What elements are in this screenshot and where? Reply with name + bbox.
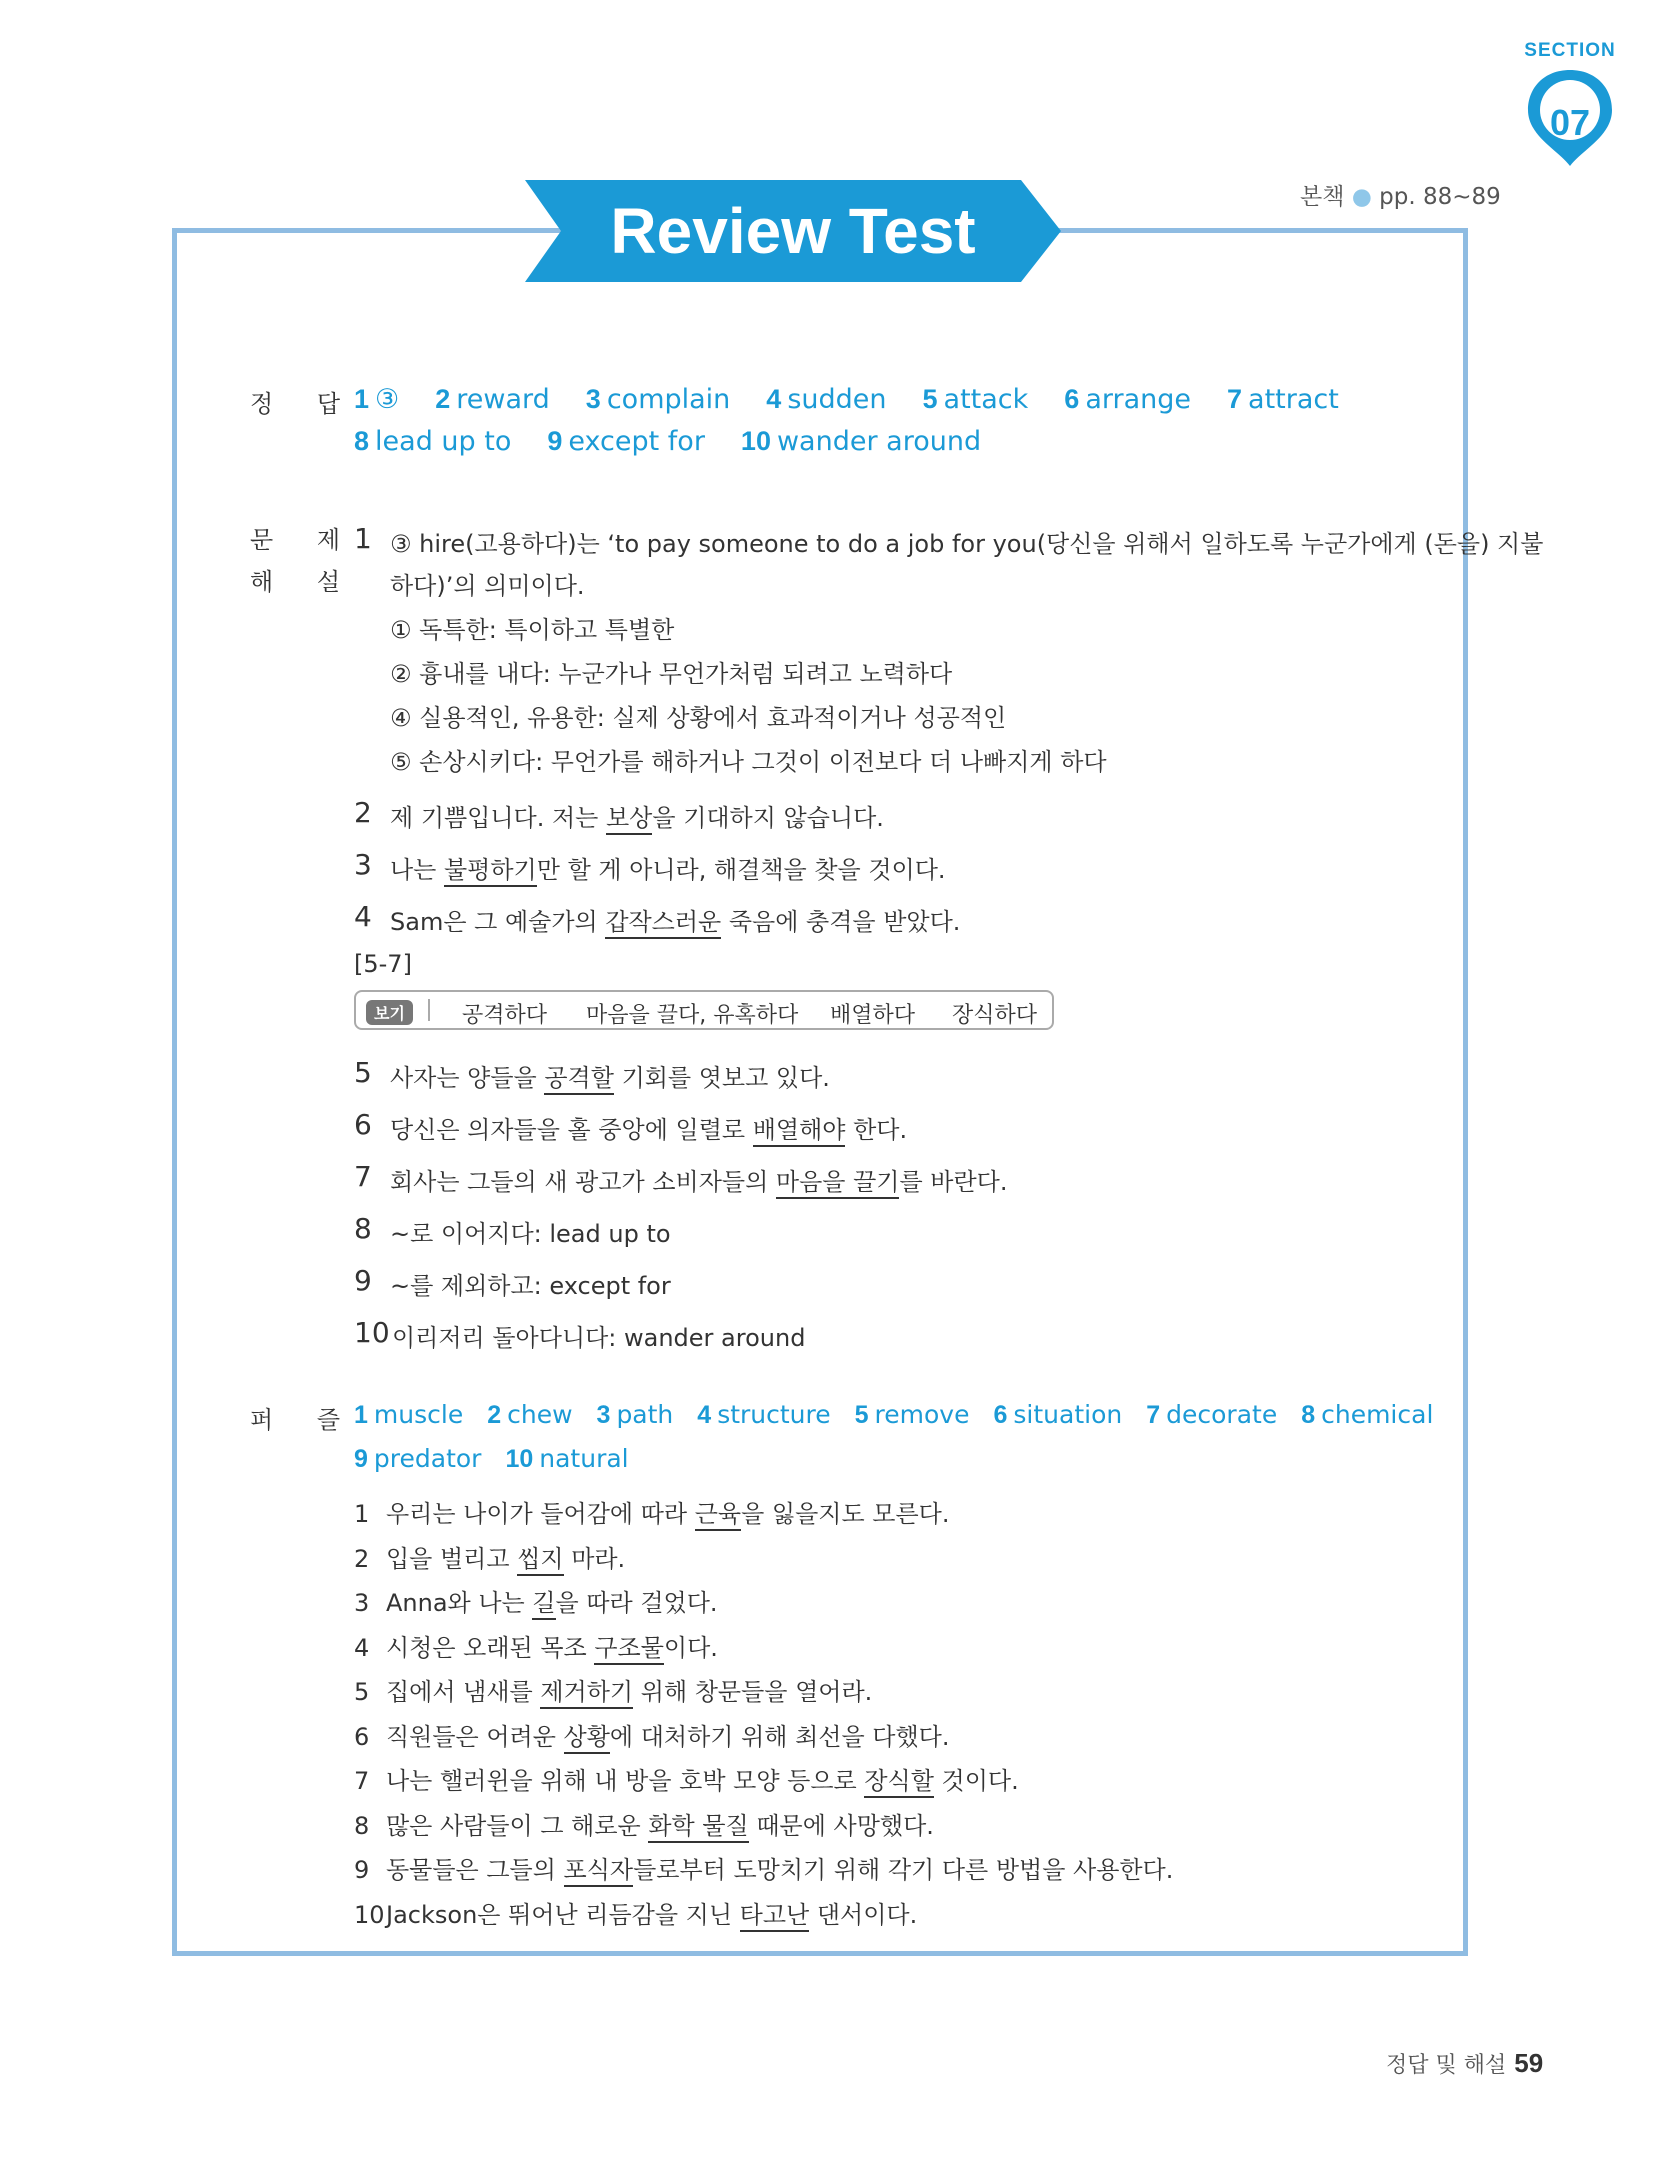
page-footer — [1386, 2048, 1543, 2079]
page-title: Review Test — [610, 195, 976, 267]
answer-number: 1 — [354, 384, 370, 414]
q9-text: ~를 제외하고: except for — [390, 1272, 671, 1300]
bullet-dot-icon: ● — [1351, 184, 1372, 210]
example-tag: 보기 — [366, 1000, 413, 1025]
puzzle-answer-number: 8 — [1301, 1401, 1316, 1429]
puzzle-sentence: 9 동물들은 그들의 포식자들로부터 도망치기 위해 각기 다른 방법을 사용한다. — [354, 1850, 1173, 1885]
puzzle-answers-row-2 — [354, 1444, 653, 1474]
puzzle-answer-item — [597, 1400, 674, 1430]
puzzle-answers-row-1 — [354, 1400, 1457, 1430]
q1-line2: 하다)’의 의미이다. — [390, 572, 585, 600]
q3-number: 3 — [354, 848, 372, 881]
q6-underlined: 배열해야 — [753, 1116, 846, 1147]
answer-item — [354, 426, 511, 457]
answer-number: 7 — [1227, 384, 1243, 414]
answer-item — [586, 384, 731, 415]
puzzle-sentence-number: 10 — [354, 1900, 385, 1929]
puzzle-answer-item — [487, 1400, 572, 1430]
section-badge — [1518, 40, 1622, 168]
puzzle-answer-item — [1146, 1400, 1277, 1430]
answers-row-2 — [354, 426, 1017, 457]
puzzle-answer-text: chew — [507, 1400, 573, 1429]
puzzle-answer-item — [855, 1400, 970, 1430]
q5-number: 5 — [354, 1056, 372, 1089]
puzzle-underlined: 포식자 — [564, 1856, 634, 1887]
q1-line1: ③ hire(고용하다)는 ‘to pay someone to do a job for you(당신을 위해서 일하도록 누군가에게 (돈을) 지불 — [390, 530, 1544, 558]
title-banner — [525, 180, 1061, 282]
page-reference — [1300, 178, 1501, 211]
answer-number: 6 — [1064, 384, 1080, 414]
puzzle-sentence-number: 3 — [354, 1589, 370, 1617]
puzzle-answer-text: natural — [539, 1444, 629, 1473]
puzzle-answer-item — [354, 1444, 481, 1474]
q7-number: 7 — [354, 1160, 372, 1193]
q4-underlined: 갑작스러운 — [605, 908, 721, 939]
puzzle-answer-text: chemical — [1321, 1400, 1434, 1429]
answer-number: 8 — [354, 426, 370, 456]
answer-number: 5 — [922, 384, 938, 414]
puzzle-answer-text: path — [616, 1400, 674, 1429]
puzzle-answer-text: muscle — [373, 1400, 464, 1429]
answer-text: sudden — [787, 384, 887, 415]
puzzle-underlined: 씹지 — [517, 1545, 563, 1576]
answers-row-1 — [354, 384, 1375, 415]
puzzle-label: 퍼 즐 — [250, 1406, 358, 1434]
q9-number: 9 — [354, 1264, 372, 1297]
answer-number: 4 — [766, 384, 782, 414]
answer-item — [435, 384, 550, 415]
puzzle-answer-item — [993, 1400, 1122, 1430]
answer-text: lead up to — [375, 426, 512, 457]
answer-item — [766, 384, 886, 415]
puzzle-underlined: 장식할 — [864, 1767, 934, 1798]
answer-text: reward — [456, 384, 550, 415]
q1-option: ② 흉내를 내다: 누군가나 무언가처럼 되려고 노력하다 — [390, 660, 953, 688]
divider — [428, 999, 430, 1021]
puzzle-sentence: 8 많은 사람들이 그 해로운 화학 물질 때문에 사망했다. — [354, 1806, 934, 1841]
answer-text: attract — [1248, 384, 1339, 415]
example-box — [354, 990, 1054, 1030]
puzzle-sentence: 1 우리는 나이가 들어감에 따라 근육을 잃을지도 모른다. — [354, 1494, 949, 1529]
answer-number: 2 — [435, 384, 451, 414]
explanation-label-line2: 해 설 — [250, 568, 358, 596]
answer-item — [741, 426, 981, 457]
puzzle-underlined: 화학 물질 — [648, 1812, 748, 1843]
range-label: [5-7] — [354, 950, 412, 978]
example-word: 마음을 끌다, 유혹하다 — [586, 1003, 799, 1028]
puzzle-sentence-number: 4 — [354, 1633, 370, 1662]
q2-sentence: 제 기쁨입니다. 저는 보상을 기대하지 않습니다. — [390, 798, 884, 833]
q2-underlined: 보상 — [606, 804, 652, 835]
puzzle-sentence: 7 나는 핼러윈을 위해 내 방을 호박 모양 등으로 장식할 것이다. — [354, 1761, 1019, 1796]
puzzle-answer-number: 10 — [505, 1445, 534, 1473]
puzzle-answer-number: 5 — [854, 1401, 869, 1429]
answer-text: wander around — [776, 426, 982, 457]
answer-item — [923, 384, 1029, 415]
puzzle-answer-text: structure — [717, 1400, 831, 1429]
q1-number: 1 — [354, 522, 372, 555]
puzzle-answer-number: 6 — [993, 1401, 1008, 1429]
answer-item — [1227, 384, 1339, 415]
puzzle-underlined: 제거하기 — [540, 1678, 633, 1709]
q3-underlined: 불평하기 — [444, 856, 537, 887]
q1-option: ① 독특한: 특이하고 특별한 — [390, 616, 675, 644]
q1-option: ⑤ 손상시키다: 무언가를 해하거나 그것이 이전보다 더 나빠지게 하다 — [390, 748, 1107, 776]
answer-text: arrange — [1085, 384, 1192, 415]
puzzle-underlined: 길 — [532, 1589, 555, 1620]
answer-number: 9 — [547, 426, 563, 456]
answer-item — [1064, 384, 1191, 415]
answer-item — [547, 426, 705, 457]
q10-number: 10 — [354, 1316, 390, 1349]
q1-option: ④ 실용적인, 유용한: 실제 상황에서 효과적이거나 성공적인 — [390, 704, 1007, 732]
puzzle-answer-item — [505, 1444, 628, 1474]
puzzle-sentence-number: 1 — [354, 1500, 370, 1528]
q5-underlined: 공격할 — [544, 1064, 614, 1095]
puzzle-answer-item — [1301, 1400, 1433, 1430]
answer-number: 3 — [585, 384, 601, 414]
puzzle-sentence: 5 집에서 냄새를 제거하기 위해 창문들을 열어라. — [354, 1672, 872, 1707]
section-label: SECTION — [1524, 40, 1616, 61]
answer-text: attack — [943, 384, 1029, 415]
puzzle-sentence: 3 Anna와 나는 길을 따라 걸었다. — [354, 1583, 718, 1618]
puzzle-answer-text: remove — [874, 1400, 970, 1429]
example-word: 장식하다 — [952, 1003, 1038, 1028]
puzzle-underlined: 상황 — [564, 1723, 610, 1754]
puzzle-underlined: 구조물 — [594, 1634, 664, 1665]
puzzle-answer-number: 4 — [697, 1401, 712, 1429]
q4-number: 4 — [354, 900, 372, 933]
puzzle-answer-number: 3 — [596, 1401, 611, 1429]
puzzle-answer-number: 7 — [1146, 1401, 1161, 1429]
answer-item — [354, 384, 399, 415]
page-number: 59 — [1514, 2048, 1544, 2078]
puzzle-answer-item — [697, 1400, 830, 1430]
puzzle-underlined: 타고난 — [740, 1901, 810, 1932]
puzzle-answer-item — [354, 1400, 463, 1430]
answer-number: 10 — [740, 426, 771, 456]
example-word: 공격하다 — [462, 1003, 548, 1028]
answer-text: ③ — [375, 384, 400, 415]
puzzle-sentence-number: 8 — [354, 1811, 370, 1840]
section-number: 07 — [1549, 102, 1591, 143]
page-ref-pages: pp. 88~89 — [1379, 184, 1501, 210]
answer-text: except for — [568, 426, 705, 457]
puzzle-sentence-number: 2 — [354, 1544, 370, 1573]
puzzle-sentence-number: 6 — [354, 1722, 370, 1751]
q6-sentence: 당신은 의자들을 홀 중앙에 일렬로 배열해야 한다. — [390, 1110, 907, 1145]
page-ref-prefix: 본책 — [1300, 184, 1345, 210]
answers-label: 정 답 — [250, 390, 358, 418]
puzzle-answer-text: situation — [1013, 1400, 1123, 1429]
footer-label: 정답 및 해설 — [1386, 2053, 1507, 2078]
puzzle-sentence-number: 9 — [354, 1856, 370, 1884]
explanation-label-line1: 문 제 — [250, 526, 358, 554]
puzzle-sentence: 6 직원들은 어려운 상황에 대처하기 위해 최선을 다했다. — [354, 1717, 949, 1752]
q4-sentence: Sam은 그 예술가의 갑작스러운 죽음에 충격을 받았다. — [390, 902, 960, 937]
puzzle-answer-text: predator — [373, 1444, 482, 1473]
example-word: 배열하다 — [830, 1003, 916, 1028]
q7-sentence: 회사는 그들의 새 광고가 소비자들의 마음을 끌기를 바란다. — [390, 1162, 1007, 1197]
puzzle-sentence-number: 5 — [354, 1678, 370, 1706]
puzzle-answer-number: 1 — [354, 1401, 368, 1429]
puzzle-answer-text: decorate — [1166, 1400, 1278, 1429]
q2-number: 2 — [354, 796, 372, 829]
q10-text: 이리저리 돌아다니다: wander around — [392, 1324, 806, 1352]
q8-number: 8 — [354, 1212, 372, 1245]
puzzle-sentence: 10Jackson은 뛰어난 리듬감을 지닌 타고난 댄서이다. — [354, 1895, 917, 1930]
puzzle-sentence: 2 입을 벌리고 씹지 마라. — [354, 1539, 625, 1574]
q6-number: 6 — [354, 1108, 372, 1141]
puzzle-answer-number: 9 — [354, 1445, 368, 1473]
q3-sentence: 나는 불평하기만 할 게 아니라, 해결책을 찾을 것이다. — [390, 850, 946, 885]
q5-sentence: 사자는 양들을 공격할 기회를 엿보고 있다. — [390, 1058, 830, 1093]
puzzle-answer-number: 2 — [487, 1401, 502, 1429]
puzzle-underlined: 근육 — [695, 1500, 741, 1531]
q7-underlined: 마음을 끌기 — [776, 1168, 900, 1199]
answer-text: complain — [606, 384, 731, 415]
puzzle-sentence: 4 시청은 오래된 목조 구조물이다. — [354, 1628, 718, 1663]
q8-text: ~로 이어지다: lead up to — [390, 1220, 671, 1248]
puzzle-sentence-number: 7 — [354, 1767, 370, 1795]
